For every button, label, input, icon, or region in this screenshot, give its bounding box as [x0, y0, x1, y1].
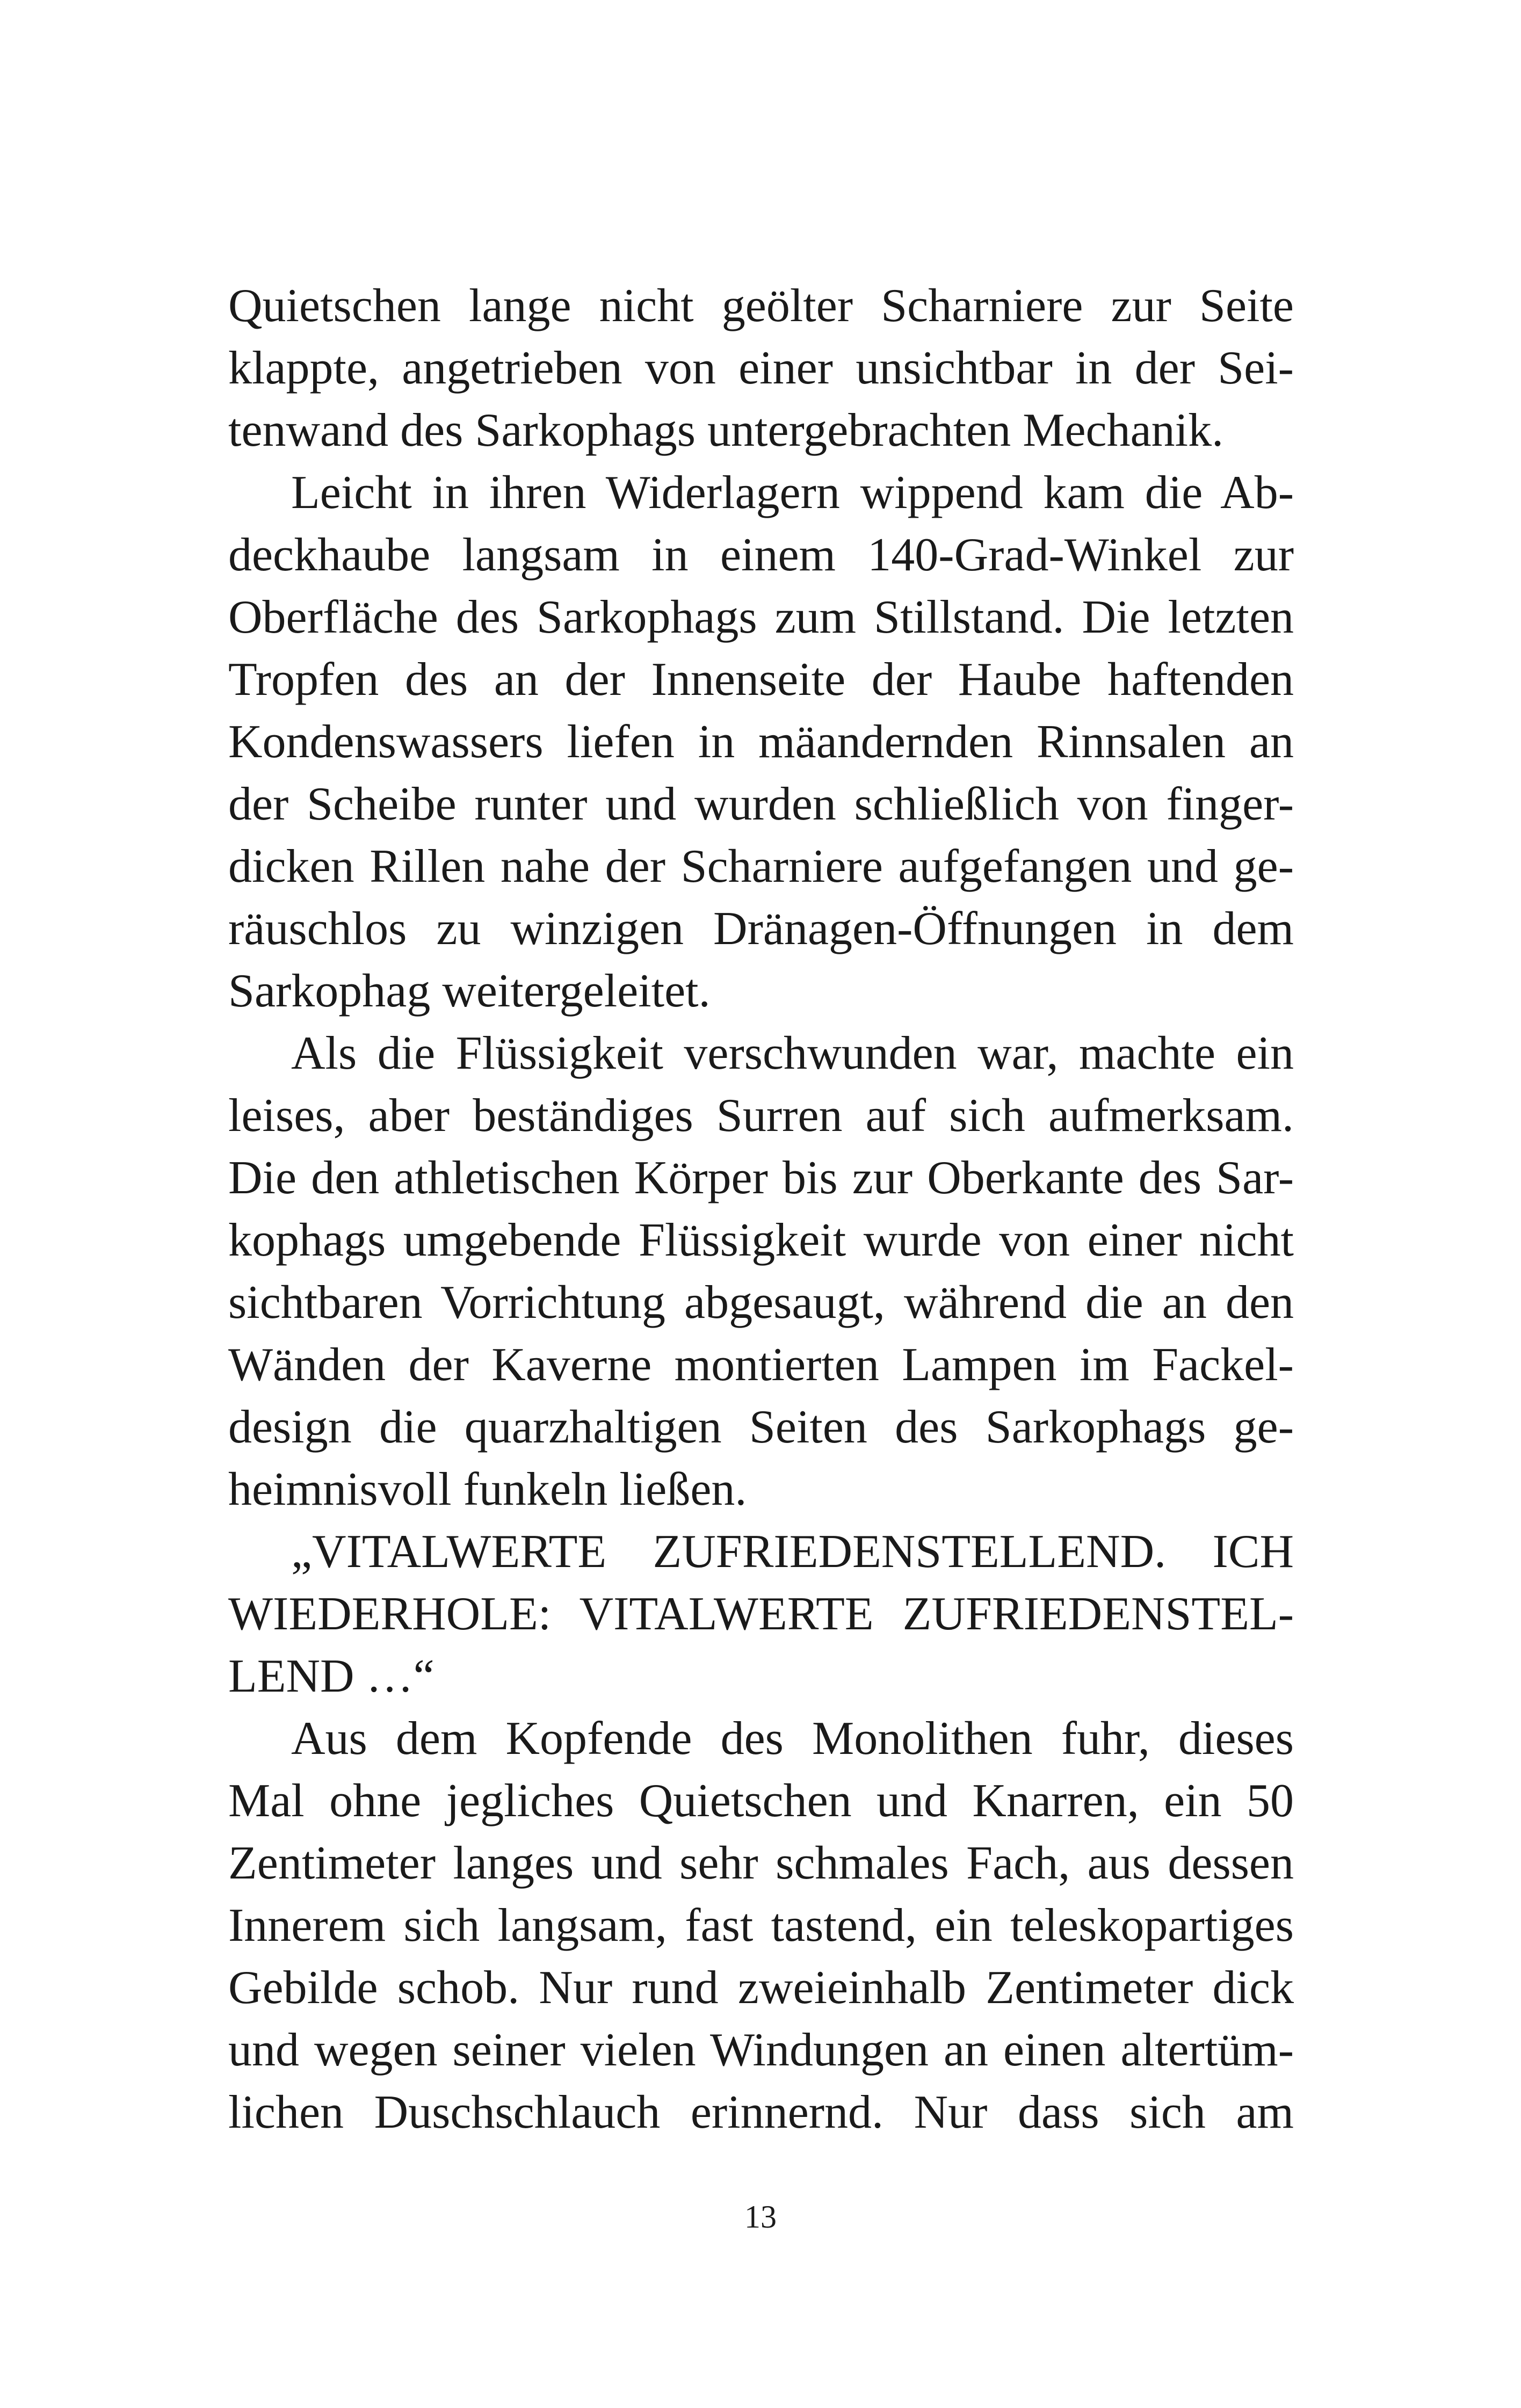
- text-line: Innerem sich langsam, fast tastend, ein teleskopartiges: [228, 1899, 1294, 1952]
- text-line: Kondenswassers liefen in mäandernden Rinnsalen an: [228, 716, 1294, 768]
- page-number: 13: [744, 2199, 777, 2235]
- text-line: dicken Rillen nahe der Scharniere aufgefangen und ge-: [228, 840, 1294, 893]
- text-line: Quietschen lange nicht geölter Scharniere zur Seite: [228, 280, 1294, 332]
- text-line: klappte, angetrieben von einer unsichtbar in der Sei-: [228, 342, 1294, 394]
- text-line: lichen Duschschlauch erinnernd. Nur dass sich am: [228, 2086, 1294, 2138]
- text-line: Tropfen des an der Innenseite der Haube haftenden: [228, 654, 1294, 706]
- text-line: Die den athletischen Körper bis zur Oberkante des Sar-: [228, 1152, 1294, 1204]
- text-line: tenwand des Sarkophags untergebrachten Mechanik.: [228, 404, 1224, 456]
- body-text: [228, 275, 1294, 2144]
- text-line: WIEDERHOLE: VITALWERTE ZUFRIEDENSTEL-: [228, 1588, 1294, 1640]
- text-line: sichtbaren Vorrichtung abgesaugt, während die an den: [228, 1276, 1294, 1329]
- text-line: leises, aber beständiges Surren auf sich aufmerksam.: [228, 1090, 1294, 1142]
- text-line: und wegen seiner vielen Windungen an einen altertüm-: [228, 2024, 1294, 2076]
- text-line: räuschlos zu winzigen Dränagen-Öffnungen in dem: [228, 903, 1294, 955]
- text-line: design die quarzhaltigen Seiten des Sarkophags ge-: [228, 1401, 1294, 1453]
- text-line: Aus dem Kopfende des Monolithen fuhr, dieses: [291, 1713, 1294, 1765]
- text-line: Wänden der Kaverne montierten Lampen im Fackel-: [228, 1339, 1294, 1391]
- text-line: LEND …“: [228, 1650, 434, 1702]
- text-line: der Scheibe runter und wurden schließlich von finger-: [228, 778, 1294, 830]
- text-line: heimnisvoll funkeln ließen.: [228, 1463, 747, 1515]
- text-line: deckhaube langsam in einem 140-Grad-Winkel zur: [228, 529, 1294, 581]
- text-line: Leicht in ihren Widerlagern wippend kam die Ab-: [291, 467, 1294, 519]
- text-line: Gebilde schob. Nur rund zweieinhalb Zentimeter dick: [228, 1962, 1294, 2014]
- text-line: Sarkophag weitergeleitet.: [228, 965, 711, 1017]
- text-line: Mal ohne jegliches Quietschen und Knarren, ein 50: [228, 1775, 1294, 1827]
- text-line: Zentimeter langes und sehr schmales Fach, aus dessen: [228, 1837, 1294, 1889]
- text-line: „VITALWERTE ZUFRIEDENSTELLEND. ICH: [291, 1526, 1294, 1578]
- text-line: Als die Flüssigkeit verschwunden war, machte ein: [291, 1027, 1294, 1079]
- text-line: kophags umgebende Flüssigkeit wurde von einer nicht: [228, 1214, 1294, 1266]
- text-line: Oberfläche des Sarkophags zum Stillstand. Die letzten: [228, 591, 1294, 643]
